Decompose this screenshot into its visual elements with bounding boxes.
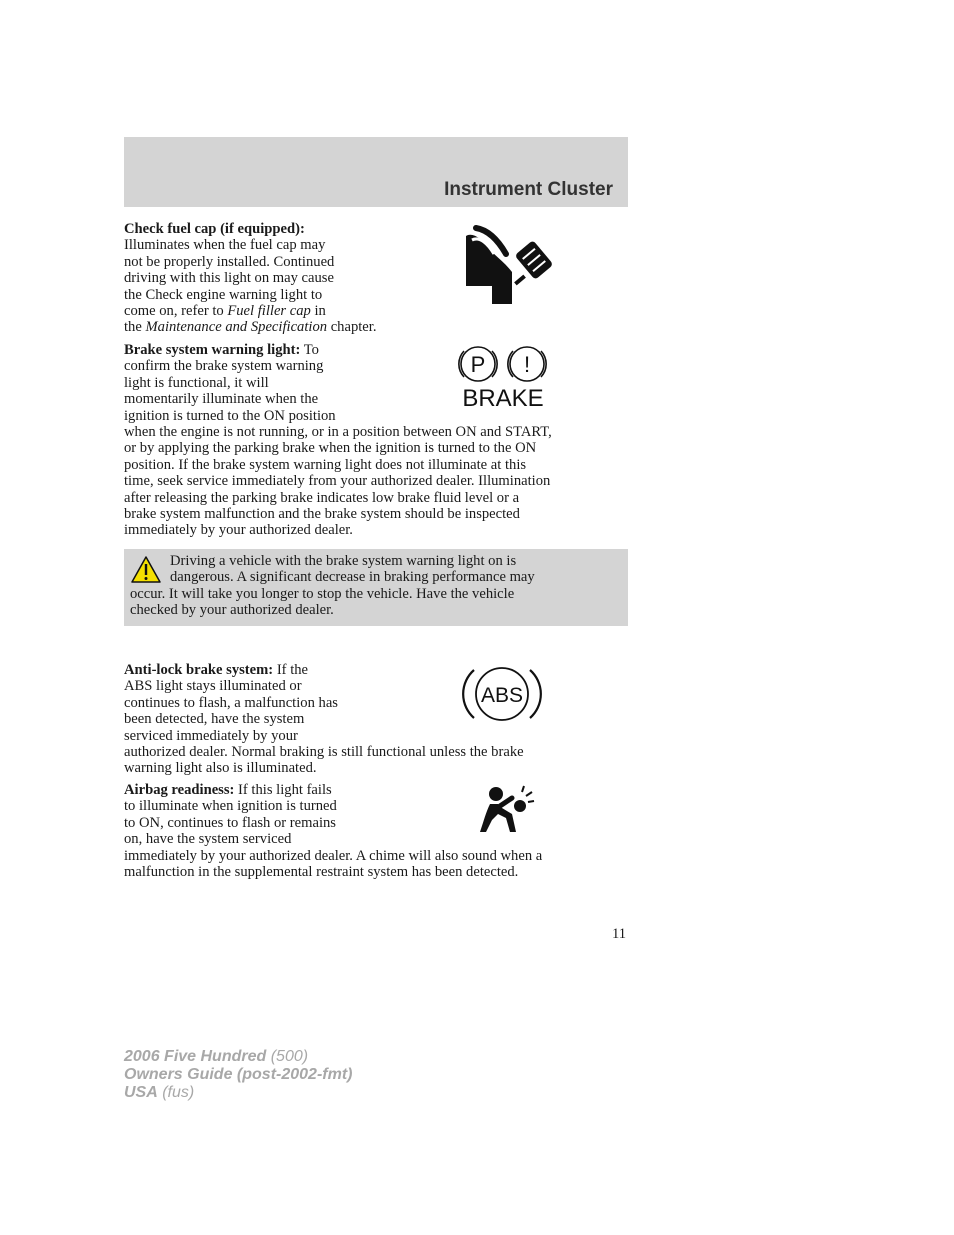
brake-line: momentarily illuminate when the [124,391,319,408]
abs-line: serviced immediately by your [124,727,298,744]
brake-line: immediately by your authorized dealer. [124,522,353,539]
footer-model: 2006 Five Hundred [124,1048,267,1065]
fuel-cap-line: in [310,303,326,320]
warning-triangle-icon [130,555,170,585]
brake-line: position. If the brake system warning light does not illuminate at this [124,456,527,473]
warning-callout [124,549,628,626]
fuel-cap-line: Illuminates when the fuel cap may [124,237,326,254]
footer-market-code: (fus) [157,1084,195,1101]
abs-line: ABS light stays illuminated or [124,678,302,695]
fuel-cap-section [124,221,376,336]
abs-heading: Anti-lock brake system: [124,662,274,678]
abs-line: been detected, have the system [124,711,305,728]
page-title: Instrument Cluster [444,179,613,200]
brake-warning-icon [452,343,554,411]
maintenance-chapter-ref: Maintenance and Specification [145,319,328,336]
airbag-line: on, have the system serviced [124,831,292,848]
warning-line: occur. It will take you longer to stop the vehicle. Have the vehicle [130,585,515,602]
fuel-cap-line: chapter. [327,319,377,336]
fuel-filler-cap-ref: Fuel filler cap [227,303,311,320]
airbag-line: malfunction in the supplemental restraint system has been detected. [124,864,519,881]
abs-line: authorized dealer. Normal braking is still functional unless the brake [124,744,524,761]
fuel-cap-icon [462,224,560,306]
abs-icon [462,662,542,726]
abs-text: If the [273,662,309,678]
abs-line: continues to flash, a malfunction has [124,694,338,711]
brake-line: brake system malfunction and the brake system should be inspected [124,506,520,523]
warning-line: Driving a vehicle with the brake system warning light on is [170,553,517,569]
brake-heading: Brake system warning light: [124,342,301,358]
fuel-cap-line: not be properly installed. Continued [124,253,335,270]
footer-guide: Owners Guide (post-2002-fmt) [124,1066,353,1083]
parking-p-label: P [470,352,486,377]
fuel-cap-heading: Check fuel cap (if equipped): [124,221,305,237]
brake-label: BRAKE [462,385,544,411]
fuel-cap-line: come on, refer to [124,303,228,320]
fuel-cap-line: driving with this light on may cause [124,270,334,287]
brake-line: light is functional, it will [124,374,269,391]
fuel-cap-line: the Check engine warning light to [124,286,323,303]
abs-line: warning light also is illuminated. [124,760,317,777]
brake-line: when the engine is not running, or in a position between ON and START, [124,424,552,441]
airbag-icon [476,784,536,836]
brake-line: after releasing the parking brake indicates low brake fluid level or a [124,489,520,506]
exclamation-label: ! [523,352,531,377]
footer-model-code: (500) [266,1048,309,1065]
airbag-text: If this light fails [234,782,332,798]
header-band [124,137,628,207]
footer-market: USA [124,1084,158,1101]
warning-line: checked by your authorized dealer. [130,602,334,619]
airbag-heading: Airbag readiness: [124,782,235,798]
brake-text: To [300,342,319,358]
brake-line: ignition is turned to the ON position [124,407,336,424]
brake-line: or by applying the parking brake when the ignition is turned to the ON [124,440,537,457]
fuel-cap-line: the [124,319,146,336]
abs-label: ABS [480,684,524,707]
airbag-line: immediately by your authorized dealer. A chime will also sound when a [124,847,543,864]
footer [124,1048,352,1102]
brake-line: confirm the brake system warning [124,358,324,375]
airbag-line: to ON, continues to flash or remains [124,814,336,831]
warning-line: dangerous. A significant decrease in braking performance may [170,569,535,586]
page-number: 11 [612,926,627,942]
airbag-line: to illuminate when ignition is turned [124,798,337,815]
brake-line: time, seek service immediately from your authorized dealer. Illumination [124,473,551,490]
